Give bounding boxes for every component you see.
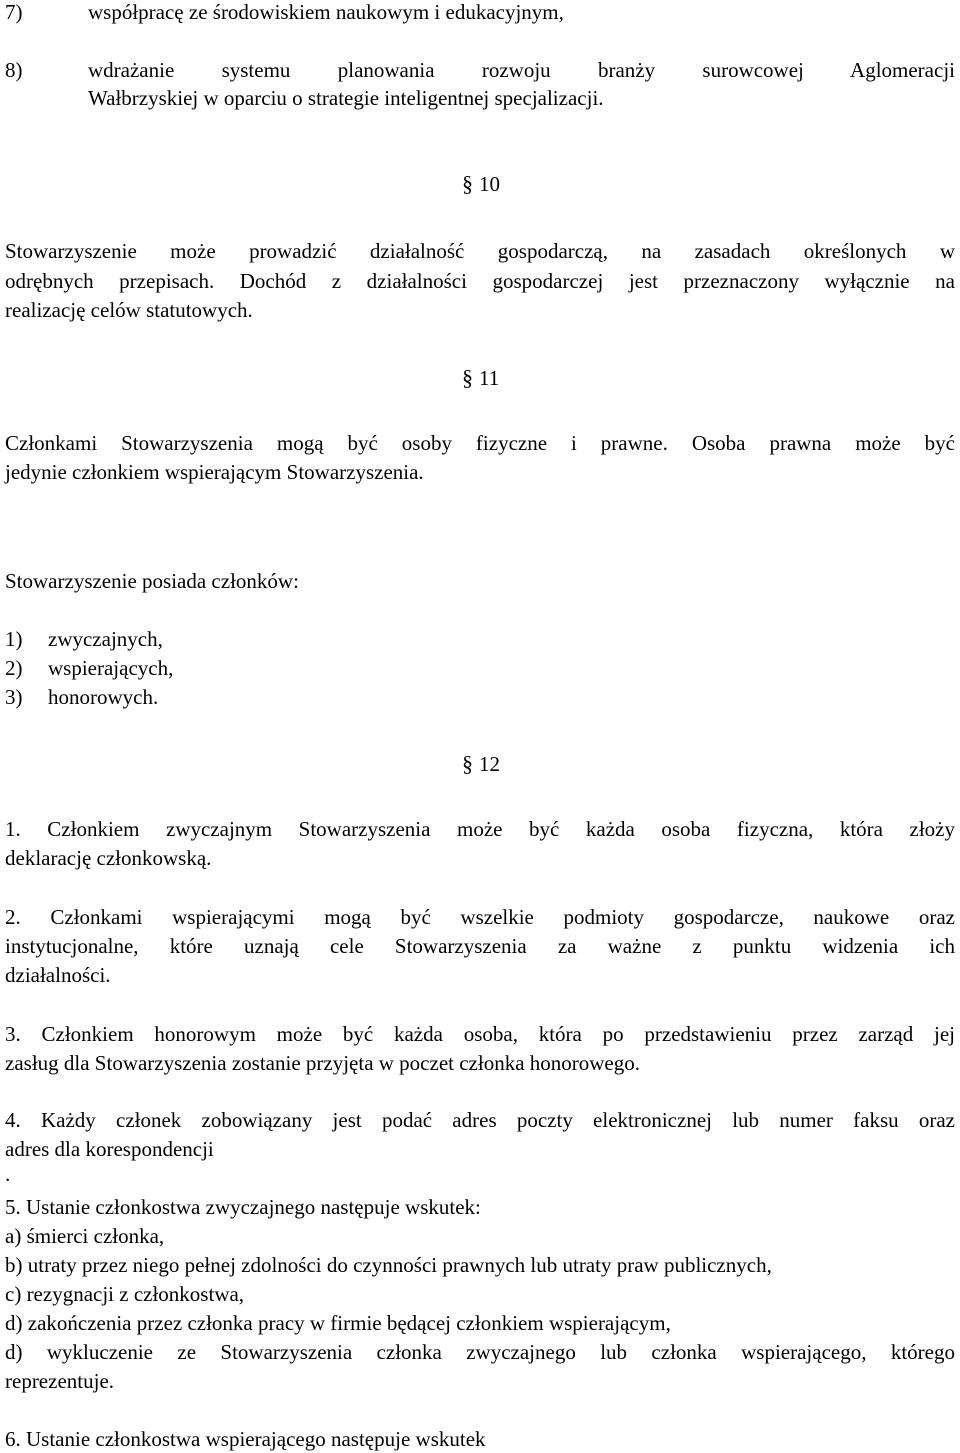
point-4-line: adres dla korespondencji <box>5 1137 214 1161</box>
member-type-text: honorowych. <box>48 685 159 709</box>
list-item-text: wdrażanie systemu planowania rozwoju branży surowcowej Aglomeracji <box>88 58 955 82</box>
list-item-number: 8) <box>5 58 23 82</box>
point-5-line: b) utraty przez niego pełnej zdolności do czynności prawnych lub utraty praw publicznych, <box>5 1253 772 1277</box>
point-5-line: d) wykluczenie ze Stowarzyszenia członka zwyczajnego lub członka wspierającego, którego <box>5 1340 955 1364</box>
list-item-continuation: Wałbrzyskiej w oparciu o strategie inteligentnej specjalizacji. <box>88 86 604 110</box>
point-2-line: instytucjonalne, które uznają cele Stowarzyszenia za ważne z punktu widzenia ich <box>5 934 955 958</box>
point-3-line: 3. Członkiem honorowym może być każda osoba, która po przedstawieniu przez zarząd jej <box>5 1022 955 1046</box>
paragraph-line: Stowarzyszenie może prowadzić działalność gospodarczą, na zasadach określonych w <box>5 239 955 263</box>
member-type-text: wspierających, <box>48 656 174 680</box>
point-4-line: 4. Każdy członek zobowiązany jest podać adres poczty elektronicznej lub numer faksu oraz <box>5 1108 955 1132</box>
list-item-text: współpracę ze środowiskiem naukowym i edukacyjnym, <box>88 0 564 24</box>
paragraph-line: Członkami Stowarzyszenia mogą być osoby fizyczne i prawne. Osoba prawna może być <box>5 431 955 455</box>
member-type-number: 3) <box>5 685 23 709</box>
section-heading-10: § 10 <box>462 171 500 196</box>
point-5-line: c) rezygnacji z członkostwa, <box>5 1282 245 1306</box>
point-6-line: 6. Ustanie członkostwa wspierającego następuje wskutek <box>5 1427 486 1451</box>
point-4-line: . <box>5 1162 11 1186</box>
point-2-line: działalności. <box>5 963 111 987</box>
point-3-line: zasług dla Stowarzyszenia zostanie przyjęta w poczet członka honorowego. <box>5 1051 641 1075</box>
point-5-line: d) zakończenia przez członka pracy w firmie będącej członkiem wspierającym, <box>5 1311 671 1335</box>
member-type-number: 2) <box>5 656 23 680</box>
point-5-line: reprezentuje. <box>5 1369 115 1393</box>
point-5-line: a) śmierci członka, <box>5 1224 165 1248</box>
paragraph-line: jedynie członkiem wspierającym Stowarzyszenia. <box>5 460 424 484</box>
paragraph-line: odrębnych przepisach. Dochód z działalności gospodarczej jest przeznaczony wyłącznie na <box>5 269 955 293</box>
member-type-text: zwyczajnych, <box>48 627 163 651</box>
list-item-number: 7) <box>5 0 23 24</box>
section-heading-11: § 11 <box>462 365 500 390</box>
point-2-line: 2. Członkami wspierającymi mogą być wszelkie podmioty gospodarcze, naukowe oraz <box>5 905 955 929</box>
paragraph-line: realizację celów statutowych. <box>5 298 253 322</box>
member-type-number: 1) <box>5 627 23 651</box>
point-1-line: deklarację członkowską. <box>5 846 212 870</box>
section-heading-12: § 12 <box>462 751 500 776</box>
members-intro: Stowarzyszenie posiada członków: <box>5 569 299 593</box>
point-1-line: 1. Członkiem zwyczajnym Stowarzyszenia może być każda osoba fizyczna, która złoży <box>5 817 955 841</box>
point-5-line: 5. Ustanie członkostwa zwyczajnego następuje wskutek: <box>5 1195 481 1219</box>
